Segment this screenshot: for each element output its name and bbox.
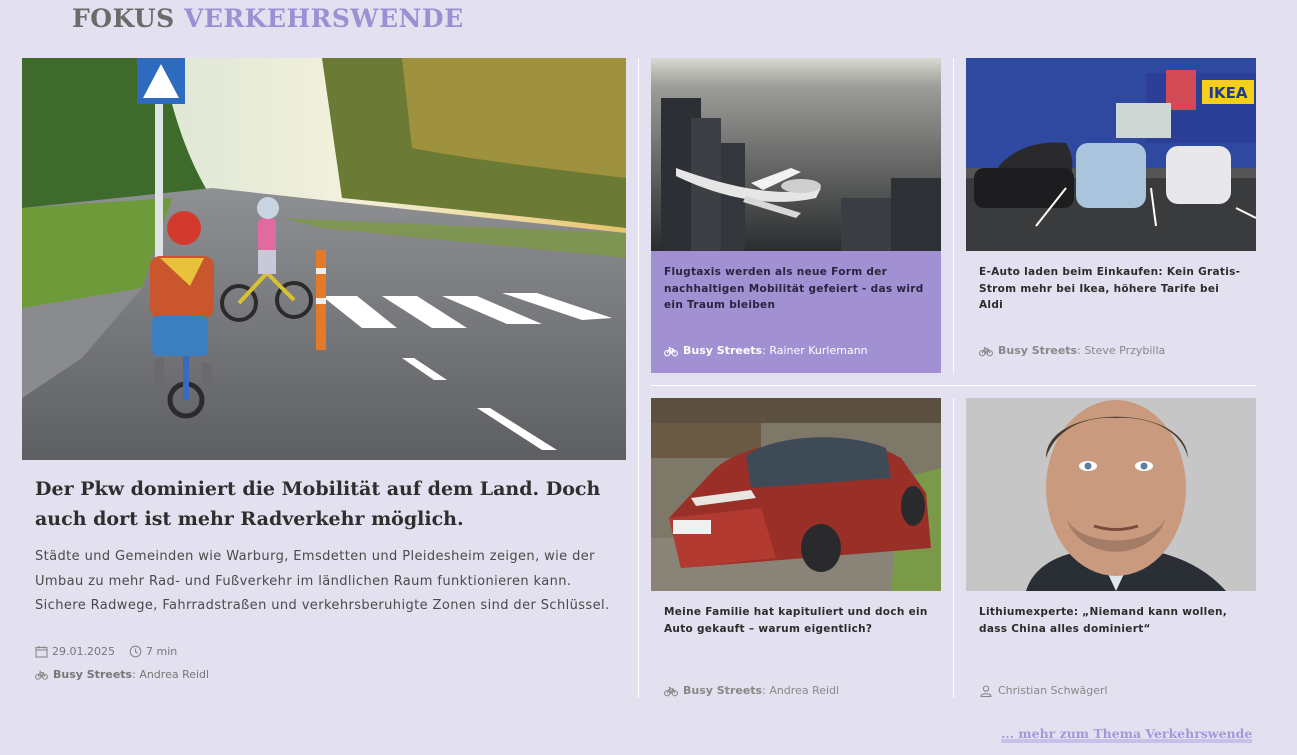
row-divider bbox=[651, 385, 1256, 386]
main-article-byline bbox=[35, 668, 209, 681]
card-author[interactable]: Christian Schwägerl bbox=[998, 684, 1108, 697]
main-article-read-time: 7 min bbox=[145, 645, 178, 658]
card-ikea-charging[interactable] bbox=[966, 251, 1256, 373]
card-title[interactable]: Meine Familie hat kapituliert und doch ein Auto gekauft – warum eigentlich? bbox=[664, 606, 928, 635]
card-title[interactable]: Lithiumexperte: „Niemand kann wollen, dass China alles dominiert“ bbox=[979, 606, 1228, 635]
main-article-category[interactable]: Busy Streets bbox=[53, 668, 133, 681]
main-article-date: 29.01.2025 bbox=[52, 645, 115, 658]
card-image-family-car[interactable] bbox=[651, 398, 941, 591]
calendar-icon bbox=[35, 645, 48, 658]
byline-separator: : bbox=[762, 344, 770, 357]
main-article-author[interactable]: Andrea Reidl bbox=[139, 668, 210, 681]
main-article-meta bbox=[35, 645, 177, 658]
column-divider bbox=[953, 398, 954, 698]
column-divider bbox=[953, 58, 954, 373]
byline-separator: : bbox=[1077, 344, 1085, 357]
section-title bbox=[72, 4, 464, 33]
person-icon bbox=[979, 685, 993, 697]
main-article-teaser: Städte und Gemeinden wie Warburg, Emsdetten und Pleidesheim zeigen, wie der Umbau zu mehr Rad- und Fußverkehr im ländlichen Raum funktionieren kann. Sichere Radwege, Fahrradstraßen und verkehrsberuhigte Zonen sind der Schlüssel. bbox=[35, 549, 610, 613]
main-article-headline[interactable]: Der Pkw dominiert die Mobilität auf dem Land. Doch auch dort ist mehr Radverkehr möglich. bbox=[35, 478, 601, 530]
card-category[interactable]: Busy Streets bbox=[998, 344, 1078, 357]
section-title-prefix: FOKUS bbox=[72, 4, 175, 33]
column-divider bbox=[638, 58, 639, 698]
card-category[interactable]: Busy Streets bbox=[683, 344, 763, 357]
card-byline bbox=[979, 684, 1108, 697]
more-topic-link[interactable]: ... mehr zum Thema Verkehrswende bbox=[1001, 726, 1253, 741]
card-air-taxi[interactable] bbox=[651, 251, 941, 373]
card-category[interactable]: Busy Streets bbox=[683, 684, 763, 697]
card-image-air-taxi[interactable] bbox=[651, 58, 941, 251]
main-article-image[interactable] bbox=[22, 58, 626, 460]
ikea-sign-text: IKEA bbox=[1208, 84, 1248, 102]
card-lithium-expert[interactable] bbox=[966, 591, 1256, 713]
byline-separator: : bbox=[762, 684, 770, 697]
bicycle-icon bbox=[979, 345, 993, 357]
card-byline bbox=[664, 684, 839, 697]
card-author[interactable]: Steve Przybilla bbox=[1084, 344, 1166, 357]
bicycle-icon bbox=[664, 345, 678, 357]
bicycle-icon bbox=[35, 668, 49, 681]
clock-icon bbox=[129, 645, 142, 658]
card-title[interactable]: E-Auto laden beim Einkaufen: Kein Gratis-Strom mehr bei Ikea, höhere Tarife bei Aldi bbox=[979, 266, 1241, 311]
card-image-lithium-expert[interactable] bbox=[966, 398, 1256, 591]
bicycle-icon bbox=[664, 685, 678, 697]
card-author[interactable]: Andrea Reidl bbox=[769, 684, 840, 697]
section-title-topic: VERKEHRSWENDE bbox=[183, 4, 464, 33]
card-image-ikea-charging[interactable] bbox=[966, 58, 1256, 251]
card-author[interactable]: Rainer Kurlemann bbox=[769, 344, 868, 357]
card-family-car[interactable] bbox=[651, 591, 941, 713]
card-byline bbox=[979, 344, 1165, 357]
card-byline bbox=[664, 344, 868, 357]
byline-separator: : bbox=[132, 668, 140, 681]
card-title[interactable]: Flugtaxis werden als neue Form der nachhaltigen Mobilität gefeiert - das wird ein Traum bleiben bbox=[664, 266, 924, 311]
